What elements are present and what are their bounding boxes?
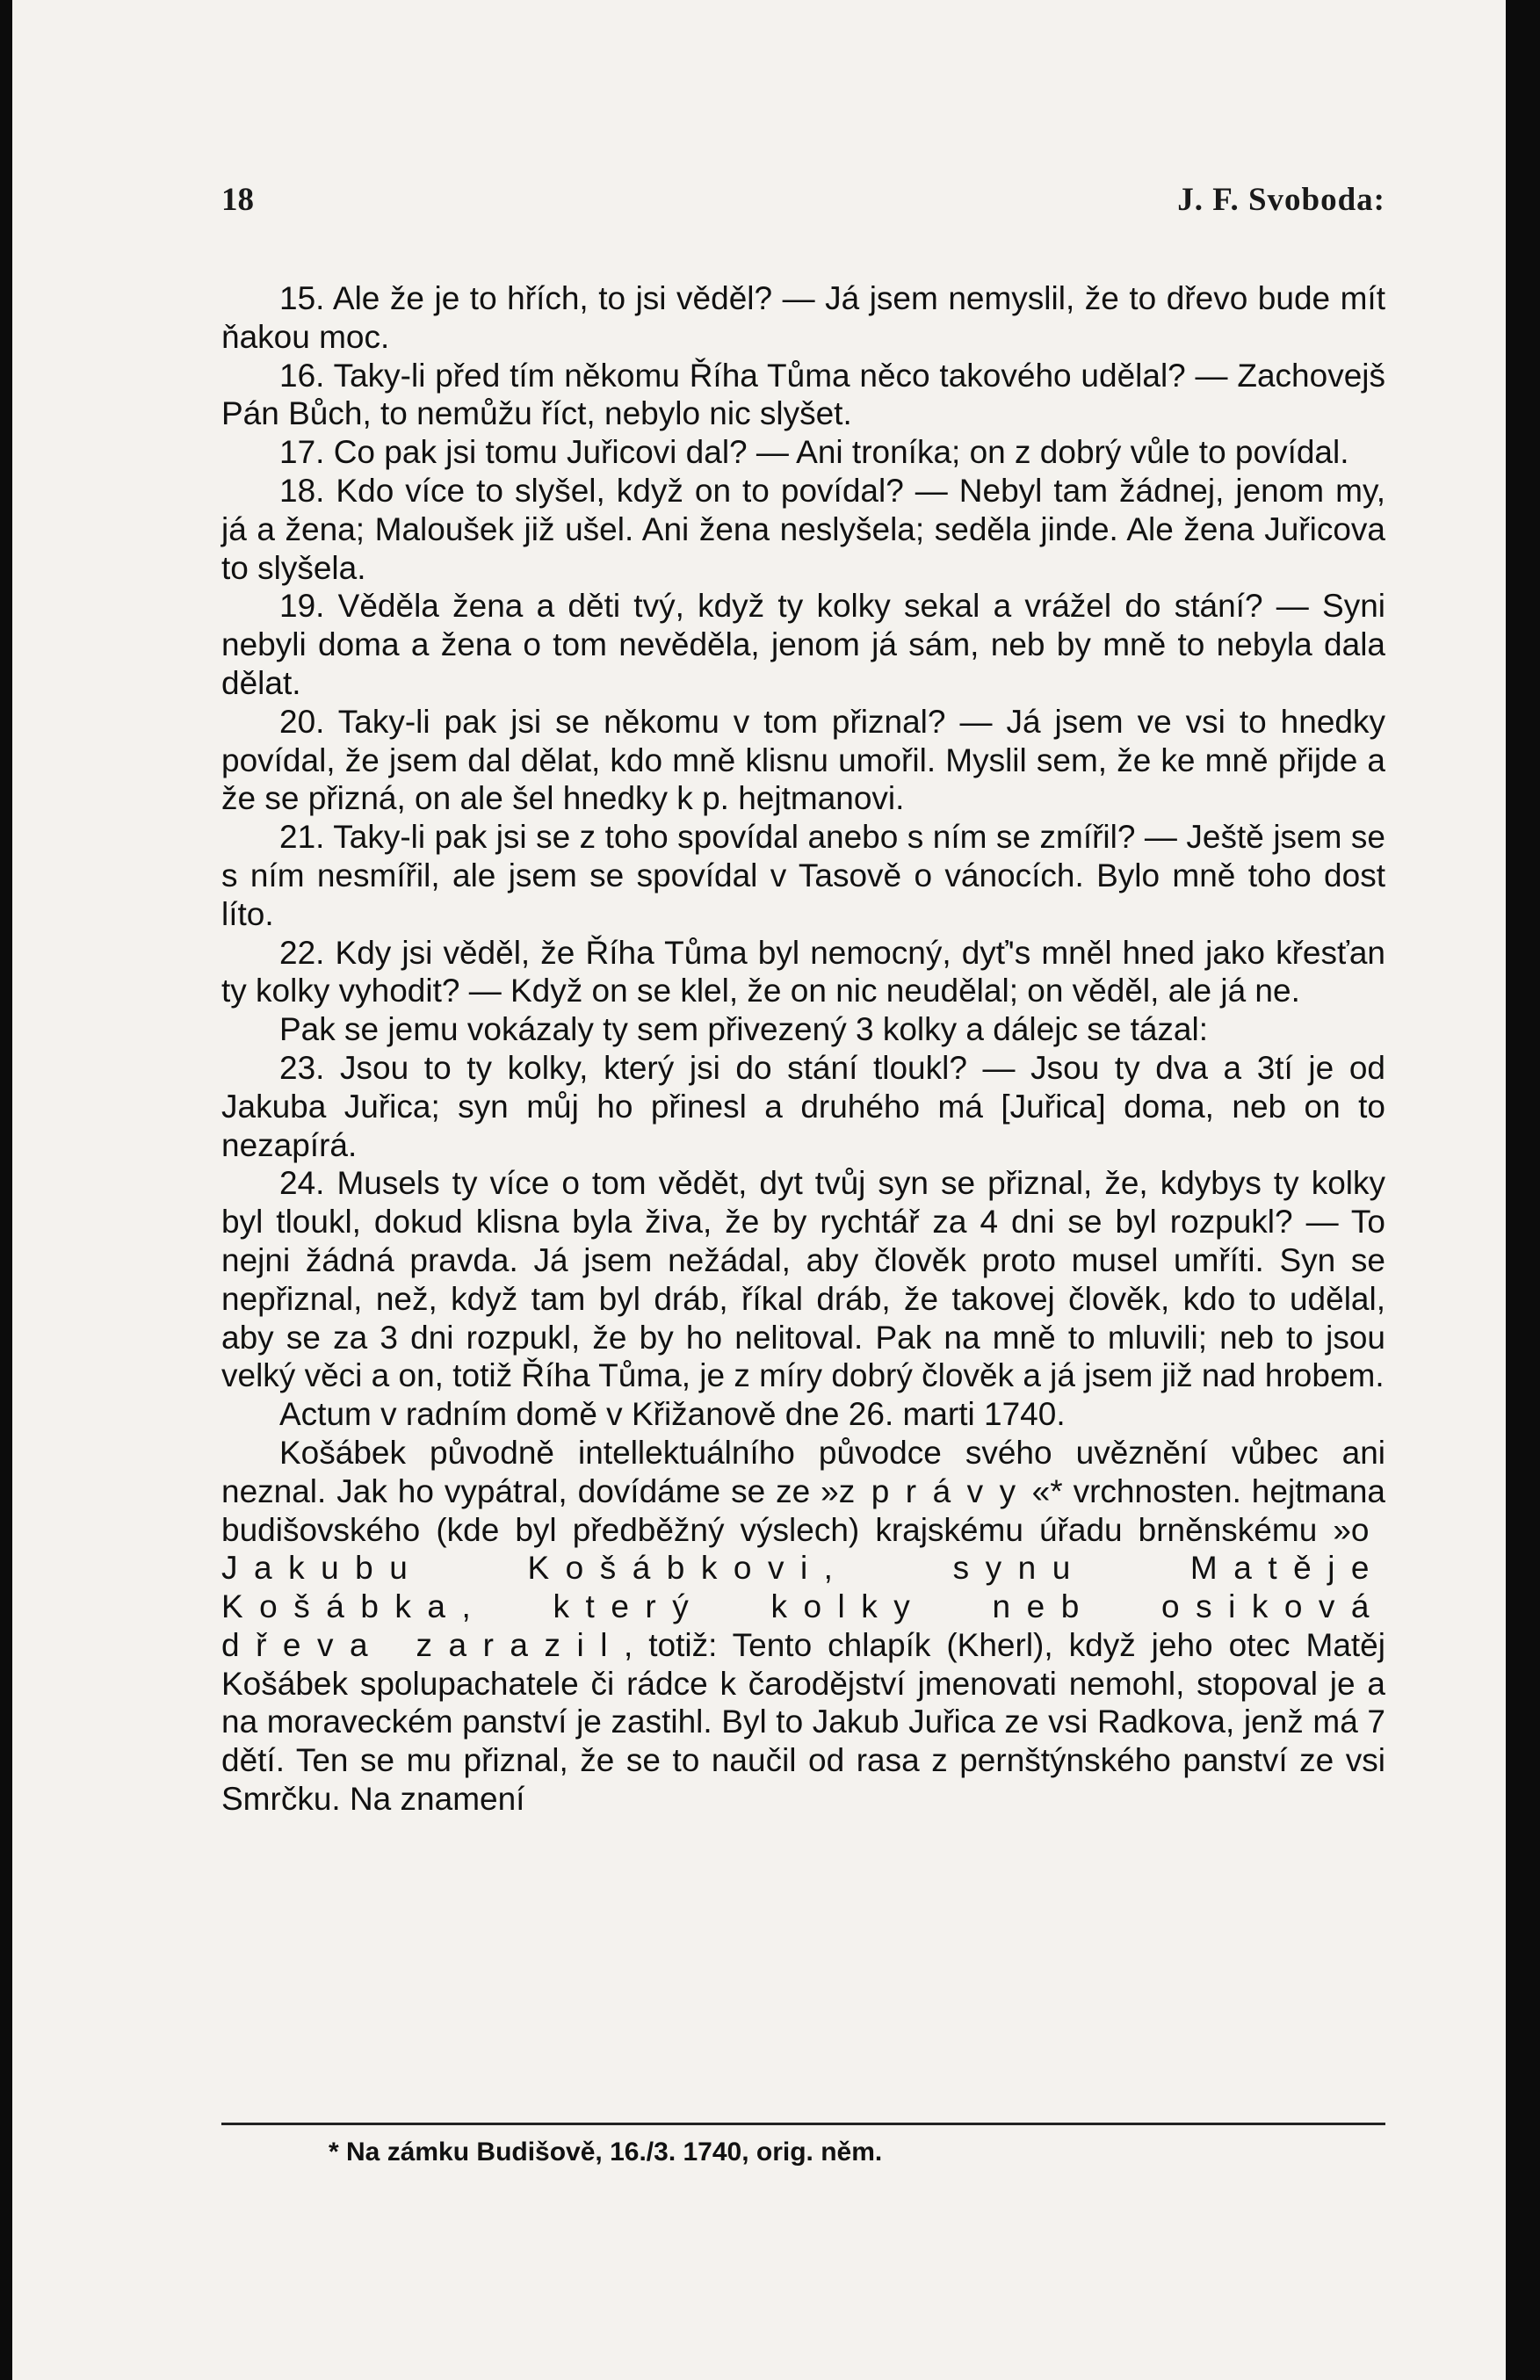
narrative-text-a: Košábek původně intellektuálního původce svého uvěznění vůbec ani neznal. Jak ho vypátral, dovídáme se ze » xyxy=(221,1434,1385,1509)
paragraph-interlude: Pak se jemu vokázaly ty sem přivezený 3 kolky a dálejc se tázal: xyxy=(279,1011,1209,1048)
paragraph-21: 21. Taky-li pak jsi se z toho spovídal anebo s ním se zmířil? — Ještě jsem se s ním nesmířil, ale jsem se spovídal v Tasově o vánocích. Bylo mně toho dost líto. xyxy=(221,819,1385,932)
paragraph-17: 17. Co pak jsi tomu Juřicovi dal? — Ani troníka; on z dobrý vůle to povídal. xyxy=(279,434,1349,471)
footnote-rule xyxy=(221,2123,1385,2125)
page-number: 18 xyxy=(221,182,254,218)
paragraph-15: 15. Ale že je to hřích, to jsi věděl? — Já jsem nemyslil, že to dřevo bude mít ňakou moc. xyxy=(221,280,1385,355)
paragraph-22: 22. Kdy jsi věděl, že Říha Tůma byl nemocný, dyť's mněl hned jako křesťan ty kolky vyhodit? — Když on se klel, že on nic neudělal; on věděl, ale já ne. xyxy=(221,934,1385,1009)
narrative-text-c: «* vrchnosten. hejtmana budišovského (kde byl předběžný výslech) krajskému úřadu brněnskému » xyxy=(221,1472,1386,1548)
paragraph-actum: Actum v radním domě v Křižanově dne 26. marti 1740. xyxy=(279,1396,1066,1433)
spaced-text-zpravy: zprávy xyxy=(838,1472,1032,1509)
paragraph-narrative xyxy=(221,1434,1385,1819)
spaced-text-title: o Jakubu Košábkovi, synu Matěje Košábka, který kolky neb osiková dřeva zarazil xyxy=(221,1511,1385,1663)
paragraph-18: 18. Kdo více to slyšel, když on to povídal? — Nebyl tam žádnej, jenom my, já a žena; Maloušek již ušel. Ani žena neslyšela; seděla jinde. Ale žena Juřicova to slyšela. xyxy=(221,472,1385,586)
running-head-author: J. F. Svoboda: xyxy=(1177,182,1385,218)
running-header xyxy=(221,181,1385,230)
book-page xyxy=(12,0,1506,2380)
narrative-text-e: , totiž: Tento chlapík (Kherl), když jeho otec Matěj Košábek spolupachatele či rádce k čarodějství jmenovati nemohl, stopoval je a na moraveckém panství je zastihl. Byl to Jakub Juřica ze vsi Radkova, jenž má 7 dětí. Ten se mu přiznal, že se to naučil od rasa z pernštýnského panství ze vsi Smrčku. Na znamení xyxy=(221,1626,1385,1818)
body-text xyxy=(221,279,1385,1819)
paragraph-23: 23. Jsou to ty kolky, který jsi do stání tloukl? — Jsou ty dva a 3tí je od Jakuba Juřica; syn můj ho přinesl a druhého má [Juřica] doma, neb on to nezapírá. xyxy=(221,1049,1385,1163)
footnote: * Na zámku Budišově, 16./3. 1740, orig. něm. xyxy=(329,2138,883,2167)
paragraph-19: 19. Věděla žena a děti tvý, když ty kolky sekal a vrážel do stání? — Syni nebyli doma a žena o tom nevěděla, jenom já sám, neb by mně to nebyla dala dělat. xyxy=(221,588,1385,701)
paragraph-24: 24. Musels ty více o tom vědět, dyt tvůj syn se přiznal, že, kdybys ty kolky byl tloukl, dokud klisna byla živa, že by rychtář za 4 dni se byl rozpukl? — To nejni žádná pravda. Já jsem nežádal, aby člověk proto musel umříti. Syn se nepřiznal, než, když tam byl dráb, říkal dráb, že takovej člověk, kdo to udělal, aby se za 3 dni rozpukl, že by ho nelitoval. Pak na mně to mluvili; neb to jsou velký věci a on, totiž Říha Tůma, je z míry dobrý člověk a já jsem již nad hrobem. xyxy=(221,1165,1385,1394)
paragraph-20: 20. Taky-li pak jsi se někomu v tom přiznal? — Já jsem ve vsi to hnedky povídal, že jsem dal dělat, kdo mně klisnu umořil. Myslil sem, že ke mně přijde a že se přizná, on ale šel hnedky k p. hejtmanovi. xyxy=(221,703,1385,817)
paragraph-16: 16. Taky-li před tím někomu Říha Tůma něco takového udělal? — Zachovejš Pán Bůch, to nemůžu říct, nebylo nic slyšet. xyxy=(221,357,1385,432)
